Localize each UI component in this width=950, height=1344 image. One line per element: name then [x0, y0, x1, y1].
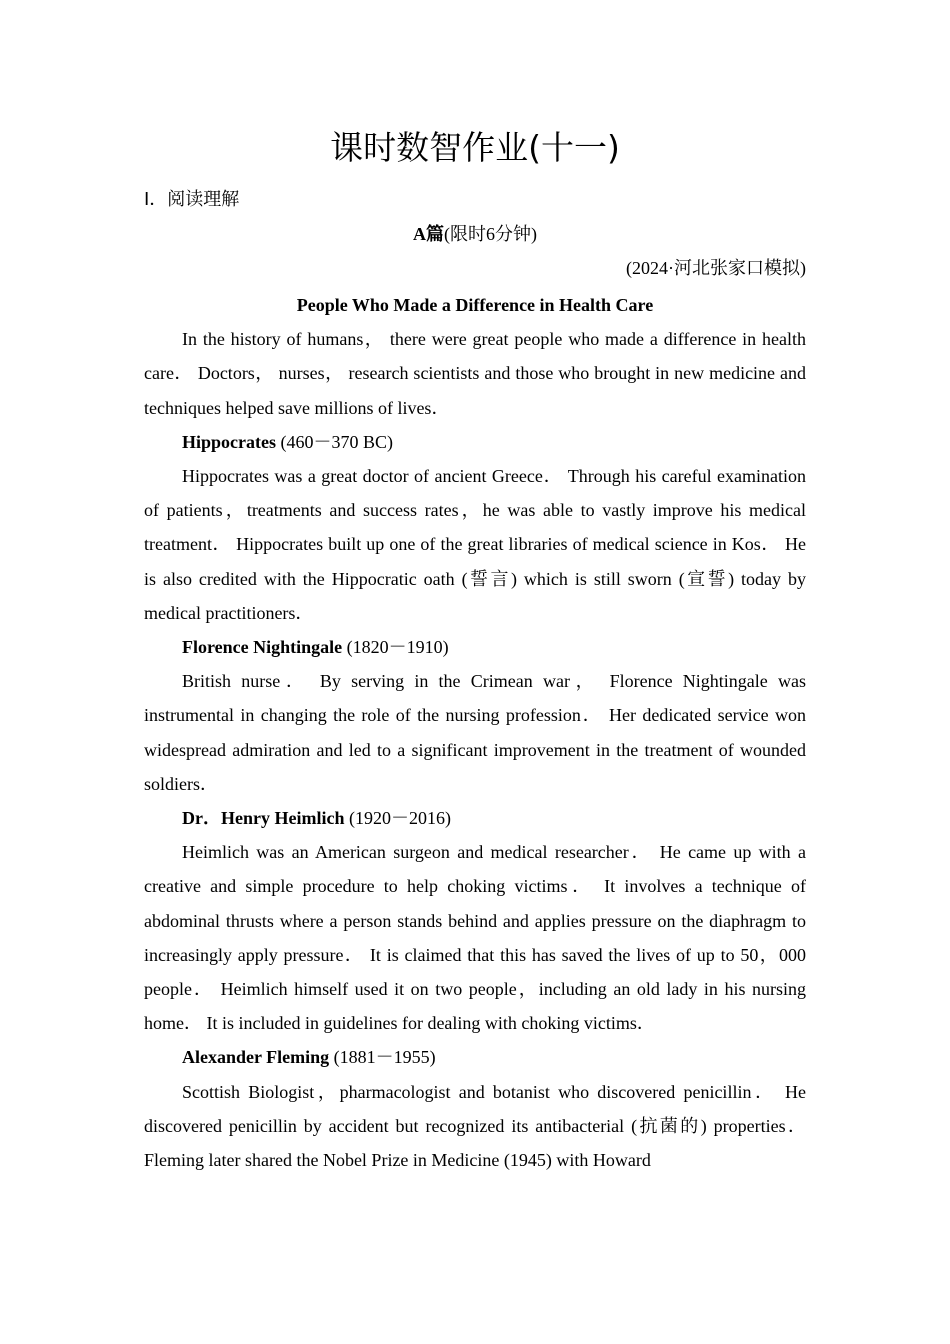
- person-name: Alexander Fleming: [182, 1047, 330, 1068]
- subsection-label: A篇: [413, 224, 444, 244]
- reading-article: [144, 288, 806, 1177]
- page-title: 课时数智作业(十一): [330, 128, 620, 167]
- person-heading: [144, 801, 806, 835]
- subsection-heading: [144, 220, 806, 248]
- person-years: (1881－1955): [333, 1047, 436, 1068]
- section-heading: Ⅰ．阅读理解: [144, 189, 240, 210]
- person-years: (460－370 BC): [280, 431, 393, 452]
- person-heading: [144, 630, 806, 664]
- person-paragraph: Hippocrates was a great doctor of ancient Greece． Through his careful examination of patients，treatments and success rates，he was able to vastly improve his medical treatment． Hippocrates built up one of the great libraries of medical science in Kos． He is also credited with the Hippocratic oath (誓言) which is still sworn (宣誓) today by medical practitioners．: [144, 466, 806, 623]
- subsection-time-note: (限时6分钟): [444, 224, 537, 244]
- person-name: Dr．Henry Heimlich: [182, 808, 345, 829]
- person-paragraph: Scottish Biologist，pharmacologist and botanist who discovered penicillin． He discovered penicillin by accident but recognized its antibacterial (抗菌的) properties． Fleming later shared the Nobel Prize in Medicine (1945) with Howard: [144, 1081, 806, 1171]
- intro-paragraph: In the history of humans， there were great people who made a difference in health care． Doctors， nurses， research scientists and those who brought in new medicine and techniques helped save millions of lives．: [144, 329, 806, 418]
- person-paragraph: British nurse． By serving in the Crimean war， Florence Nightingale was instrumental in changing the role of the nursing profession． Her dedicated service won widespread admiration and led to a significant improvement in the treatment of wounded soldiers．: [144, 671, 806, 794]
- person-years: (1920－2016): [348, 808, 451, 829]
- person-years: (1820－1910): [346, 637, 449, 658]
- source-note: (2024·河北张家口模拟): [626, 258, 806, 278]
- article-title: People Who Made a Difference in Health Care: [296, 295, 654, 315]
- person-paragraph: Heimlich was an American surgeon and medical researcher． He came up with a creative and simple procedure to help choking victims． It involves a technique of abdominal thrusts where a person stands behind and applies pressure on the diaphragm to increasingly apply pressure． It is claimed that this has saved the lives of up to 50，000 people． Heimlich himself used it on two people，including an old lady in his nursing home． It is included in guidelines for dealing with choking victims．: [144, 842, 806, 1034]
- person-name: Florence Nightingale: [182, 637, 343, 658]
- person-name: Hippocrates: [182, 431, 276, 452]
- person-heading: [144, 1040, 806, 1074]
- person-heading: [144, 425, 806, 459]
